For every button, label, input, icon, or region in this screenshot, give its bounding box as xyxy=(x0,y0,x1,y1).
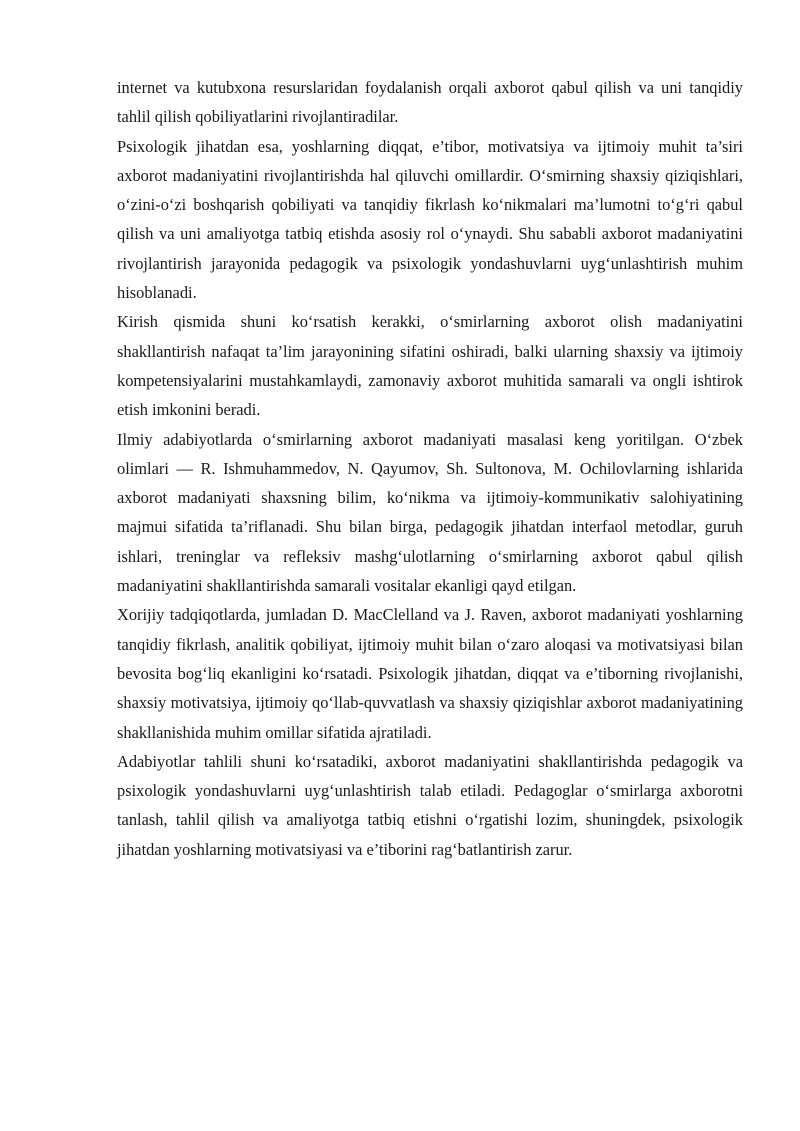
paragraph-uzbek-literature: Ilmiy adabiyotlarda o‘smirlarning axborot madaniyati masalasi keng yoritilgan. O‘zbek olimlari — R. Ishmuhammedov, N. Qayumov, Sh. Sultonova, M. Ochilovlarning ishlarida axborot madaniyati shaxsning bilim, ko‘nikma va ijtimoiy-kommunikativ salohiyatining majmui sifatida ta’riflanadi. Shu bilan birga, pedagogik jihatdan interfaol metodlar, guruh ishlari, treninglar va refleksiv mashg‘ulotlarning o‘smirlarning axborot qabul qilish madaniyatini shakllantirishda samarali vositalar ekanligi qayd etilgan. xyxy=(117,429,743,596)
body-text xyxy=(117,73,743,864)
paragraph-introduction-summary: Kirish qismida shuni ko‘rsatish kerakki, o‘smirlarning axborot olish madaniyatini shakllantirish nafaqat ta’lim jarayonining sifatini oshiradi, balki ularning shaxsiy va ijtimoiy kompetensiyalarini mustahkamlaydi, zamonaviy axborot muhitida samarali va ongli ishtirok etish imkonini beradi. xyxy=(117,312,743,420)
paragraph-continuation: internet va kutubxona resurslaridan foydalanish orqali axborot qabul qilish va uni tanqidiy tahlil qilish qobiliyatlarini rivojlantiradilar. xyxy=(117,78,743,127)
paragraph-psychological-aspect: Psixologik jihatdan esa, yoshlarning diqqat, e’tibor, motivatsiya va ijtimoiy muhit ta’siri axborot madaniyatini rivojlantirishda hal qiluvchi omillardir. O‘smirning shaxsiy qiziqishlari, o‘zini-o‘zi boshqarish qobiliyati va tanqidiy fikrlash ko‘nikmalari ma’lumotni to‘g‘ri qabul qilish va uni amaliyotga tatbiq etishda asosiy rol o‘ynaydi. Shu sababli axborot madaniyatini rivojlantirish jarayonida pedagogik va psixologik yondashuvlarni uyg‘unlashtirish muhim hisoblanadi. xyxy=(117,136,743,303)
paragraph-literature-analysis: Adabiyotlar tahlili shuni ko‘rsatadiki, axborot madaniyatini shakllantirishda pedagogik va psixologik yondashuvlarni uyg‘unlashtirish talab etiladi. Pedagoglar o‘smirlarga axborotni tanlash, tahlil qilish va amaliyotga tatbiq etishni o‘rgatishi lozim, shuningdek, psixologik jihatdan yoshlarning motivatsiyasi va e’tiborini rag‘batlantirish zarur. xyxy=(117,751,743,859)
paragraph-foreign-research: Xorijiy tadqiqotlarda, jumladan D. MacClelland va J. Raven, axborot madaniyati yoshlarning tanqidiy fikrlash, analitik qobiliyat, ijtimoiy muhit bilan o‘zaro aloqasi va motivatsiyasi bilan bevosita bog‘liq ekanligini ko‘rsatadi. Psixologik jihatdan, diqqat va e’tiborning rivojlanishi, shaxsiy motivatsiya, ijtimoiy qo‘llab-quvvatlash va shaxsiy qiziqishlar axborot madaniyatining shakllanishida muhim omillar sifatida ajratiladi. xyxy=(117,605,743,742)
